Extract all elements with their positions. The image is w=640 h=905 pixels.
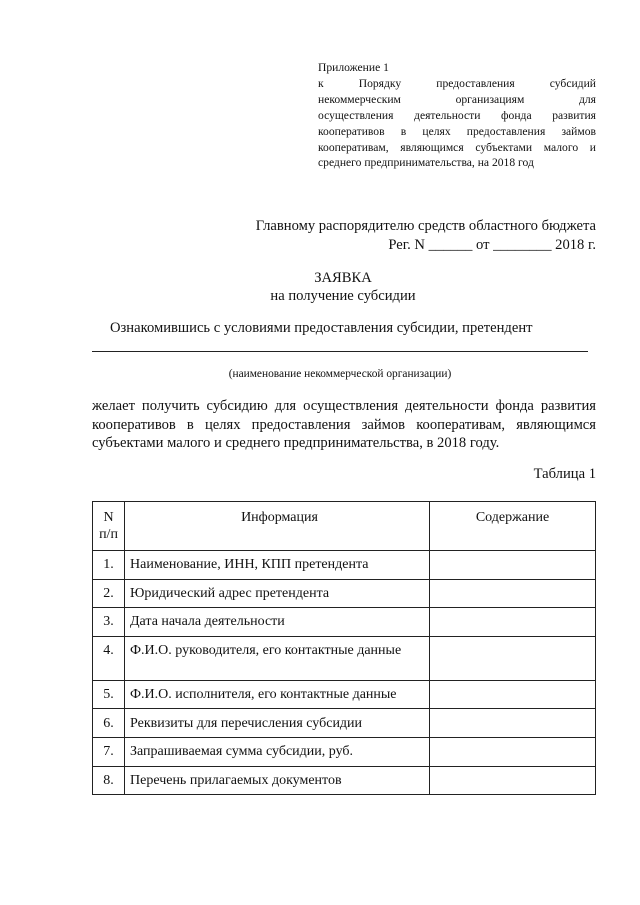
row-num: 5. xyxy=(93,680,125,709)
row-num: 4. xyxy=(93,636,125,680)
appendix-block xyxy=(318,60,596,171)
registration-line: Рег. N ______ от ________ 2018 г. xyxy=(388,237,596,253)
row-content xyxy=(430,608,596,637)
table-row xyxy=(93,737,596,766)
appendix-line: к Порядку предоставления субсидий xyxy=(318,76,596,90)
row-num: 7. xyxy=(93,737,125,766)
intro-text: Ознакомившись с условиями предоставления субсидии, претендент xyxy=(110,320,533,336)
row-info: Перечень прилагаемых документов xyxy=(125,766,430,795)
row-info: Дата начала деятельности xyxy=(125,608,430,637)
row-num: 6. xyxy=(93,709,125,738)
row-content xyxy=(430,636,596,680)
table-row xyxy=(93,608,596,637)
document-subtitle: на получение субсидии xyxy=(270,288,416,304)
table-header-row xyxy=(93,502,596,551)
header-num: N п/п xyxy=(93,502,125,551)
row-info: Юридический адрес претендента xyxy=(125,579,430,608)
table-row xyxy=(93,579,596,608)
row-info: Наименование, ИНН, КПП претендента xyxy=(125,551,430,580)
row-info: Ф.И.О. руководителя, его контактные данные xyxy=(125,636,430,680)
header-content: Содержание xyxy=(430,502,596,551)
row-num: 3. xyxy=(93,608,125,637)
organization-name-blank xyxy=(92,351,588,352)
organization-name-caption: (наименование некоммерческой организации) xyxy=(228,368,452,380)
table-row xyxy=(93,766,596,795)
row-info: Ф.И.О. исполнителя, его контактные данные xyxy=(125,680,430,709)
appendix-line: кооперативов в целях предоставления займов xyxy=(318,124,596,138)
recipient-block xyxy=(176,217,596,255)
row-content xyxy=(430,551,596,580)
body-paragraph: желает получить субсидию для осуществления деятельности фонда развития кооперативов в целях предоставления займов кооперативам, являющимся субъектами малого и среднего предпринимательства, в 2018 году. xyxy=(92,398,596,451)
header-info: Информация xyxy=(125,502,430,551)
info-table xyxy=(92,501,596,795)
table-row xyxy=(93,636,596,680)
table-row xyxy=(93,709,596,738)
row-num: 2. xyxy=(93,579,125,608)
row-info: Реквизиты для перечисления субсидии xyxy=(125,709,430,738)
table-row xyxy=(93,551,596,580)
row-num: 1. xyxy=(93,551,125,580)
appendix-line: среднего предпринимательства, на 2018 год xyxy=(318,156,534,170)
appendix-line: Приложение 1 xyxy=(318,61,389,74)
appendix-line: осуществления деятельности фонда развития xyxy=(318,108,596,122)
row-content xyxy=(430,709,596,738)
recipient-line: Главному распорядителю средств областного бюджета xyxy=(255,218,596,234)
row-content xyxy=(430,766,596,795)
table-label: Таблица 1 xyxy=(533,466,596,482)
row-info: Запрашиваемая сумма субсидии, руб. xyxy=(125,737,430,766)
table-row xyxy=(93,680,596,709)
appendix-line: кооперативам, являющимся субъектами малого и xyxy=(318,140,596,154)
row-content xyxy=(430,680,596,709)
row-num: 8. xyxy=(93,766,125,795)
row-content xyxy=(430,737,596,766)
appendix-line: некоммерческим организациям для xyxy=(318,92,596,106)
row-content xyxy=(430,579,596,608)
document-title: ЗАЯВКА xyxy=(314,270,372,286)
